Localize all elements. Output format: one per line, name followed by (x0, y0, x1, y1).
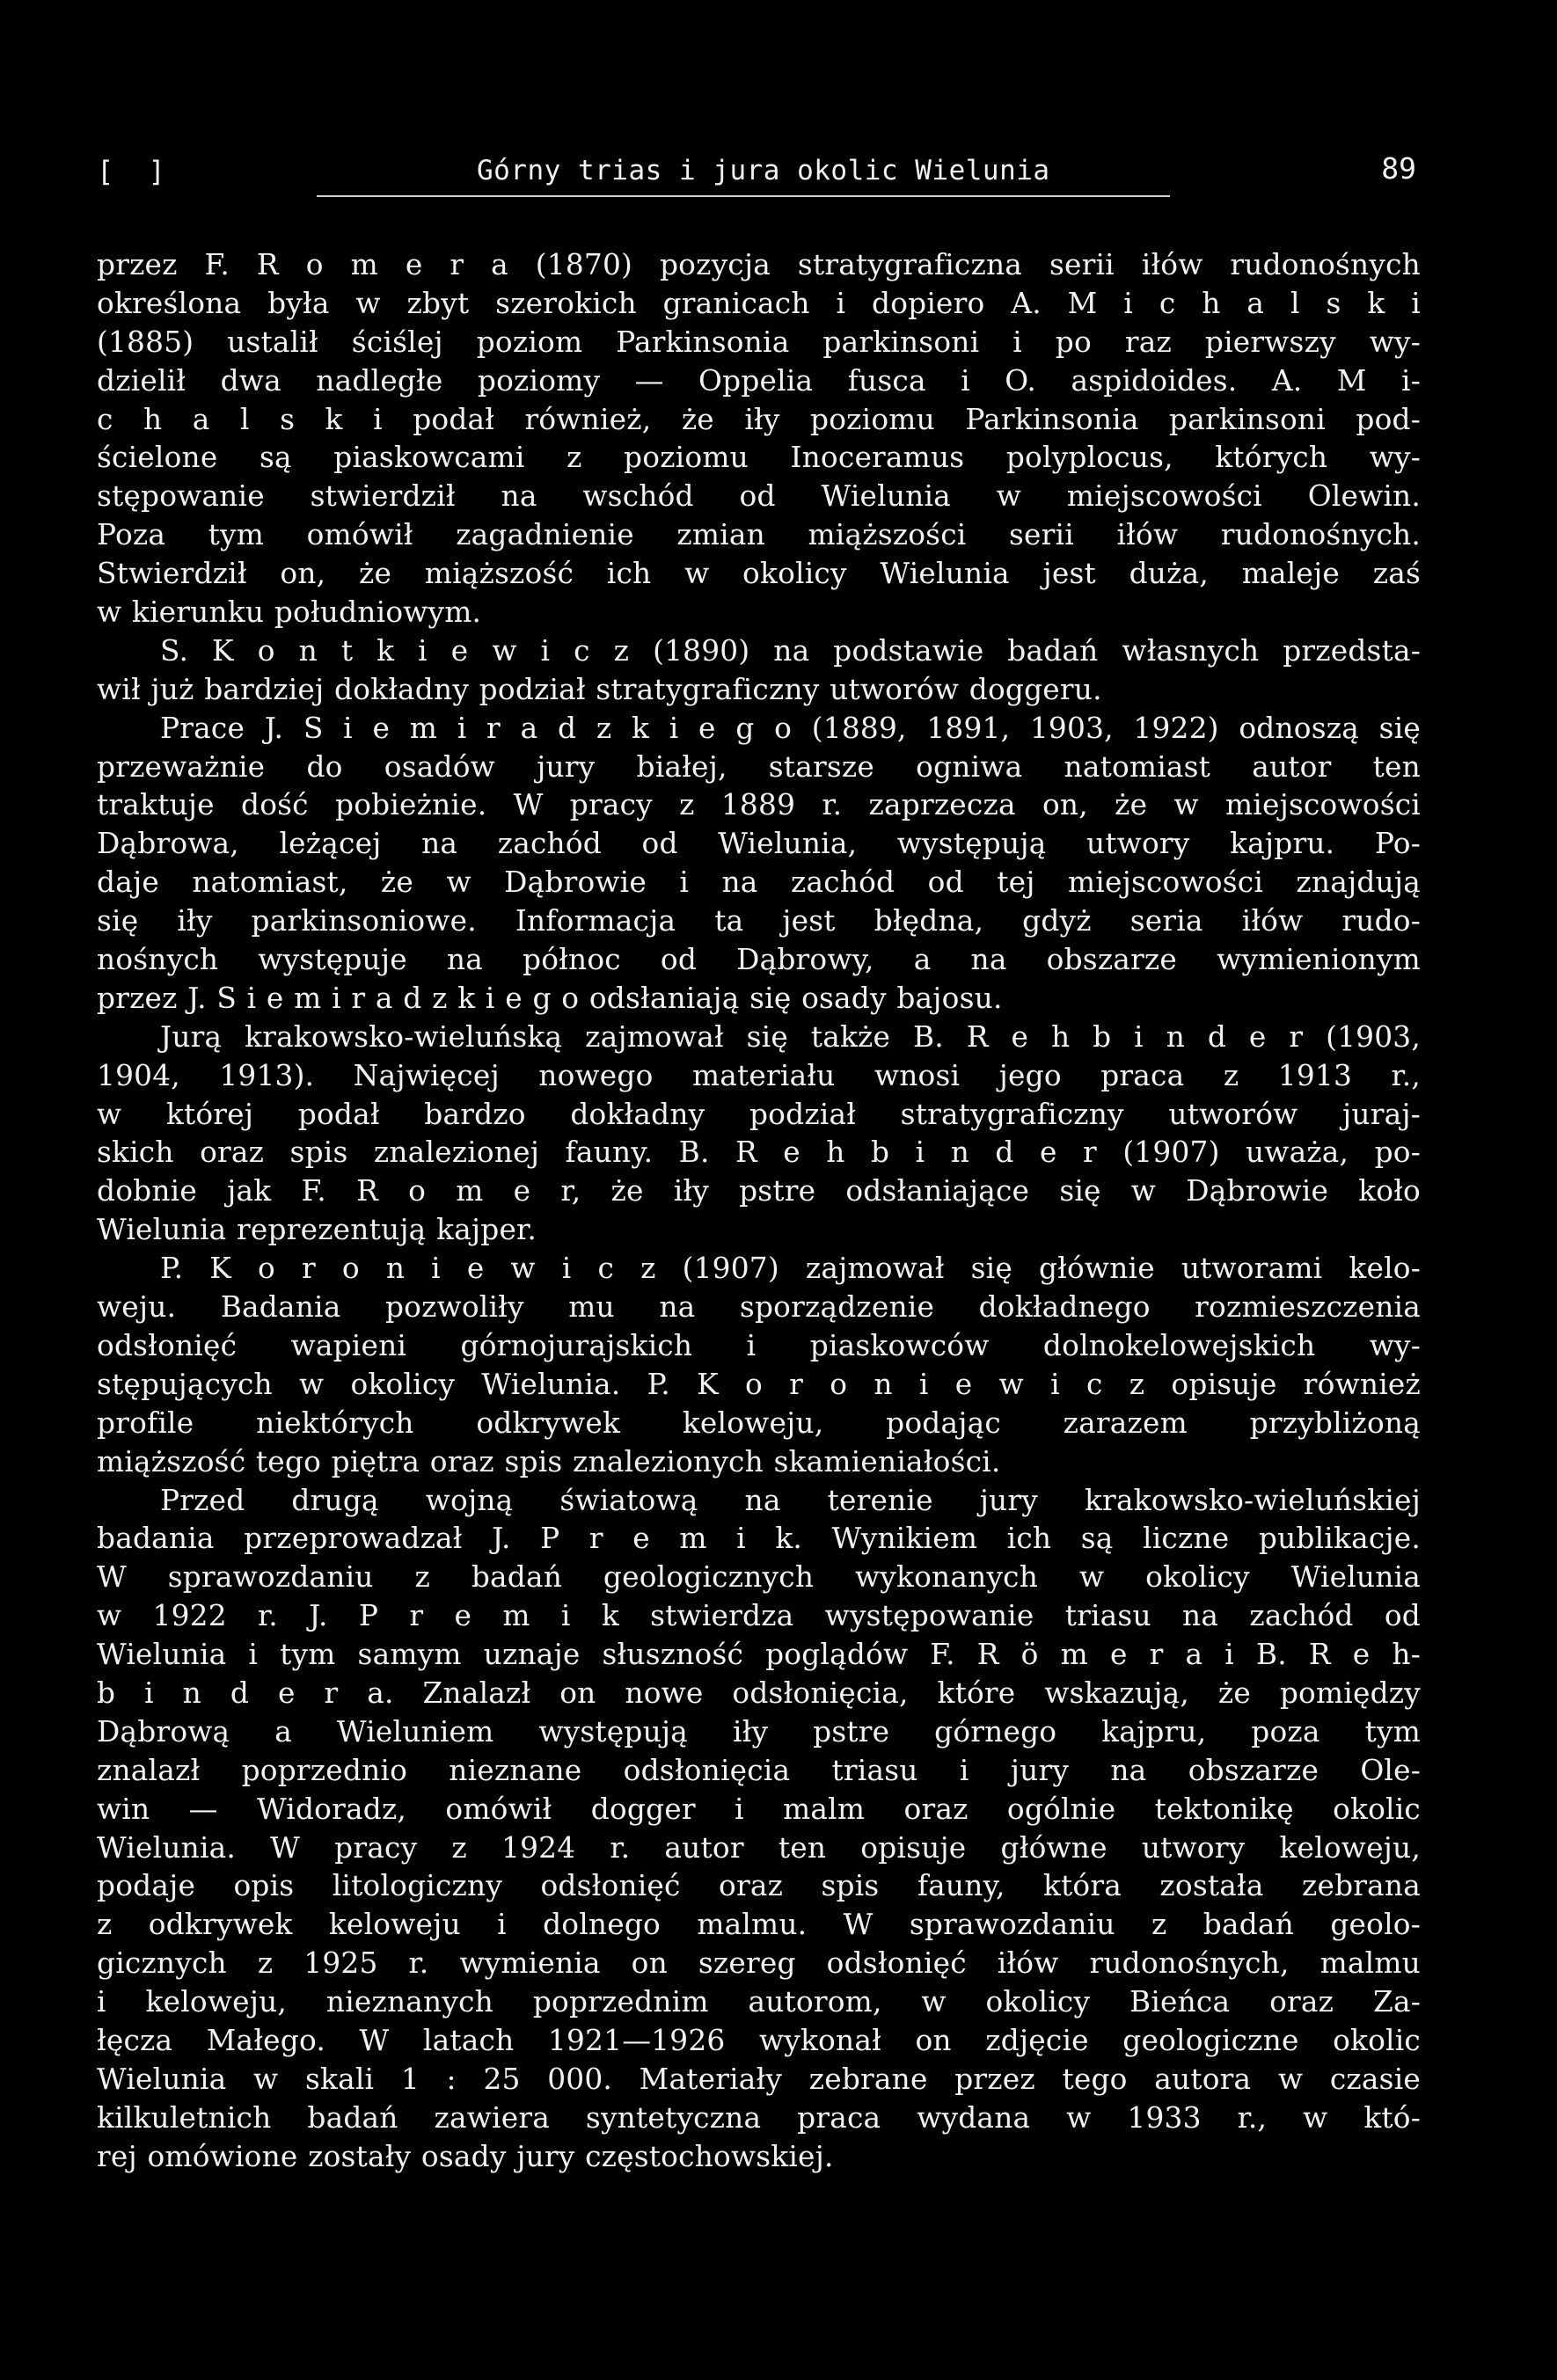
running-title: Górny trias i jura okolic Wielunia (477, 155, 1050, 186)
text-line: profile niektórych odkrywek keloweju, podając zarazem przybliżoną (97, 1405, 1421, 1440)
text-line: Przed drugą wojną światową na terenie jury krakowsko-wieluńskiej (160, 1483, 1421, 1517)
text-line: w kierunku południowym. (97, 595, 482, 630)
text-line: badania przeprowadzał J. P r e m i k. Wynikiem ich są liczne publikacje. (97, 1522, 1421, 1556)
text-line: skich oraz spis znalezionej fauny. B. R e h b i n d e r (1907) uważa, po- (97, 1135, 1421, 1170)
text-line: Wielunia i tym samym uznaje słuszność poglądów F. R ö m e r a i B. R e h- (97, 1638, 1421, 1672)
text-line: traktuje dość pobieżnie. W pracy z 1889 r. zaprzecza on, że w miejscowości (97, 788, 1421, 822)
text-line: Dąbrowa, leżącej na zachód od Wielunia, występują utwory kajpru. Po- (97, 827, 1421, 861)
text-line: daje natomiast, że w Dąbrowie i na zachód od tej miejscowości znajdują (97, 865, 1421, 900)
text-line: Stwierdził on, że miąższość ich w okolicy Wielunia jest duża, maleje zaś (97, 557, 1421, 591)
text-line: stępowanie stwierdził na wschód od Wielunia w miejscowości Olewin. (97, 479, 1421, 514)
text-line: dobnie jak F. R o m e r, że iły pstre odsłaniające się w Dąbrowie koło (97, 1174, 1421, 1208)
text-line: podaje opis litologiczny odsłonięć oraz spis fauny, która została zebrana (97, 1869, 1421, 1903)
text-line: Jurą krakowsko-wieluńską zajmował się także B. R e h b i n d e r (1903, (160, 1019, 1421, 1054)
text-line: znalazł poprzednio nieznane odsłonięcia triasu i jury na obszarze Ole- (97, 1753, 1421, 1787)
text-line: gicznych z 1925 r. wymienia on szereg odsłonięć iłów rudonośnych, malmu (97, 1946, 1421, 1981)
text-line: kilkuletnich badań zawiera syntetyczna praca wydana w 1933 r., w któ- (97, 2100, 1421, 2135)
text-line: miąższość tego piętra oraz spis znalezionych skamieniałości. (97, 1444, 1001, 1478)
text-line: w 1922 r. J. P r e m i k stwierdza występowanie triasu na zachód od (97, 1599, 1421, 1633)
text-line: wił już bardziej dokładny podział stratygraficzny utworów doggeru. (97, 672, 1102, 706)
text-line: Prace J. S i e m i r a d z k i e g o (1889, 1891, 1903, 1922) odnoszą się (160, 711, 1421, 745)
text-line: W sprawozdaniu z badań geologicznych wykonanych w okolicy Wielunia (97, 1560, 1421, 1595)
text-line: i keloweju, nieznanych poprzednim autorom, w okolicy Bieńca oraz Za- (97, 1985, 1421, 2019)
text-line: weju. Badania pozwoliły mu na sporządzenie dokładnego rozmieszczenia (97, 1290, 1421, 1325)
page-number: 89 (1381, 151, 1416, 186)
text-line: S. K o n t k i e w i c z (1890) na podstawie badań własnych przedsta- (160, 633, 1421, 668)
text-line: łęcza Małego. W latach 1921—1926 wykonał on zdjęcie geologiczne okolic (97, 2023, 1421, 2057)
text-line: stępujących w okolicy Wielunia. P. K o r o n i e w i c z opisuje również (97, 1367, 1421, 1401)
text-line: z odkrywek keloweju i dolnego malmu. W sprawozdaniu z badań geolo- (97, 1908, 1421, 1942)
text-line: rej omówione zostały osady jury częstochowskiej. (97, 2139, 834, 2173)
text-line: Wielunia. W pracy z 1924 r. autor ten opisuje główne utwory keloweju, (97, 1830, 1421, 1865)
text-line: odsłonięć wapieni górnojurajskich i piaskowców dolnokelowejskich wy- (97, 1328, 1421, 1362)
header-rule (317, 195, 1170, 197)
text-line: przez F. R o m e r a (1870) pozycja stratygraficzna serii iłów rudonośnych (97, 248, 1421, 281)
text-line: dzielił dwa nadległe poziomy — Oppelia fusca i O. aspidoides. A. M i- (97, 363, 1421, 398)
text-line: ścielone są piaskowcami z poziomu Inoceramus polyplocus, których wy- (97, 441, 1421, 475)
text-line: (1885) ustalił ściślej poziom Parkinsonia parkinsoni i po raz pierwszy wy- (97, 325, 1421, 359)
body-text (97, 246, 1421, 2177)
text-line: P. K o r o n i e w i c z (1907) zajmował się głównie utworami kelo- (160, 1252, 1421, 1286)
text-line: Poza tym omówił zagadnienie zmian miąższości serii iłów rudonośnych. (97, 518, 1421, 552)
text-line: się iły parkinsoniowe. Informacja ta jest błędna, gdyż seria iłów rudo- (97, 904, 1421, 938)
text-line: b i n d e r a. Znalazł on nowe odsłonięcia, które wskazują, że pomiędzy (97, 1675, 1421, 1710)
text-line: win — Widoradz, omówił dogger i malm oraz ogólnie tektonikę okolic (97, 1792, 1421, 1826)
text-line: w której podał bardzo dokładny podział stratygraficzny utworów juraj- (97, 1097, 1421, 1131)
text-line: Wielunia w skali 1 : 25 000. Materiały zebrane przez tego autora w czasie (97, 2062, 1421, 2096)
text-line: Wielunia reprezentują kajper. (97, 1213, 537, 1247)
text-line: c h a l s k i podał również, że iły poziomu Parkinsonia parkinsoni pod- (97, 402, 1421, 436)
text-line: określona była w zbyt szerokich granicach i dopiero A. M i c h a l s k i (97, 286, 1421, 320)
text-line: przez J. S i e m i r a d z k i e g o odsłaniają się osady bajosu. (97, 981, 1003, 1015)
text-line: 1904, 1913). Najwięcej nowego materiału wnosi jego praca z 1913 r., (97, 1058, 1421, 1092)
text-line: Dąbrową a Wieluniem występują iły pstre górnego kajpru, poza tym (97, 1714, 1421, 1748)
header-bracket: [ ] (97, 155, 174, 188)
text-line: przeważnie do osadów jury białej, starsze ogniwa natomiast autor ten (97, 749, 1421, 784)
text-line: nośnych występuje na północ od Dąbrowy, a na obszarze wymienionym (97, 943, 1421, 977)
